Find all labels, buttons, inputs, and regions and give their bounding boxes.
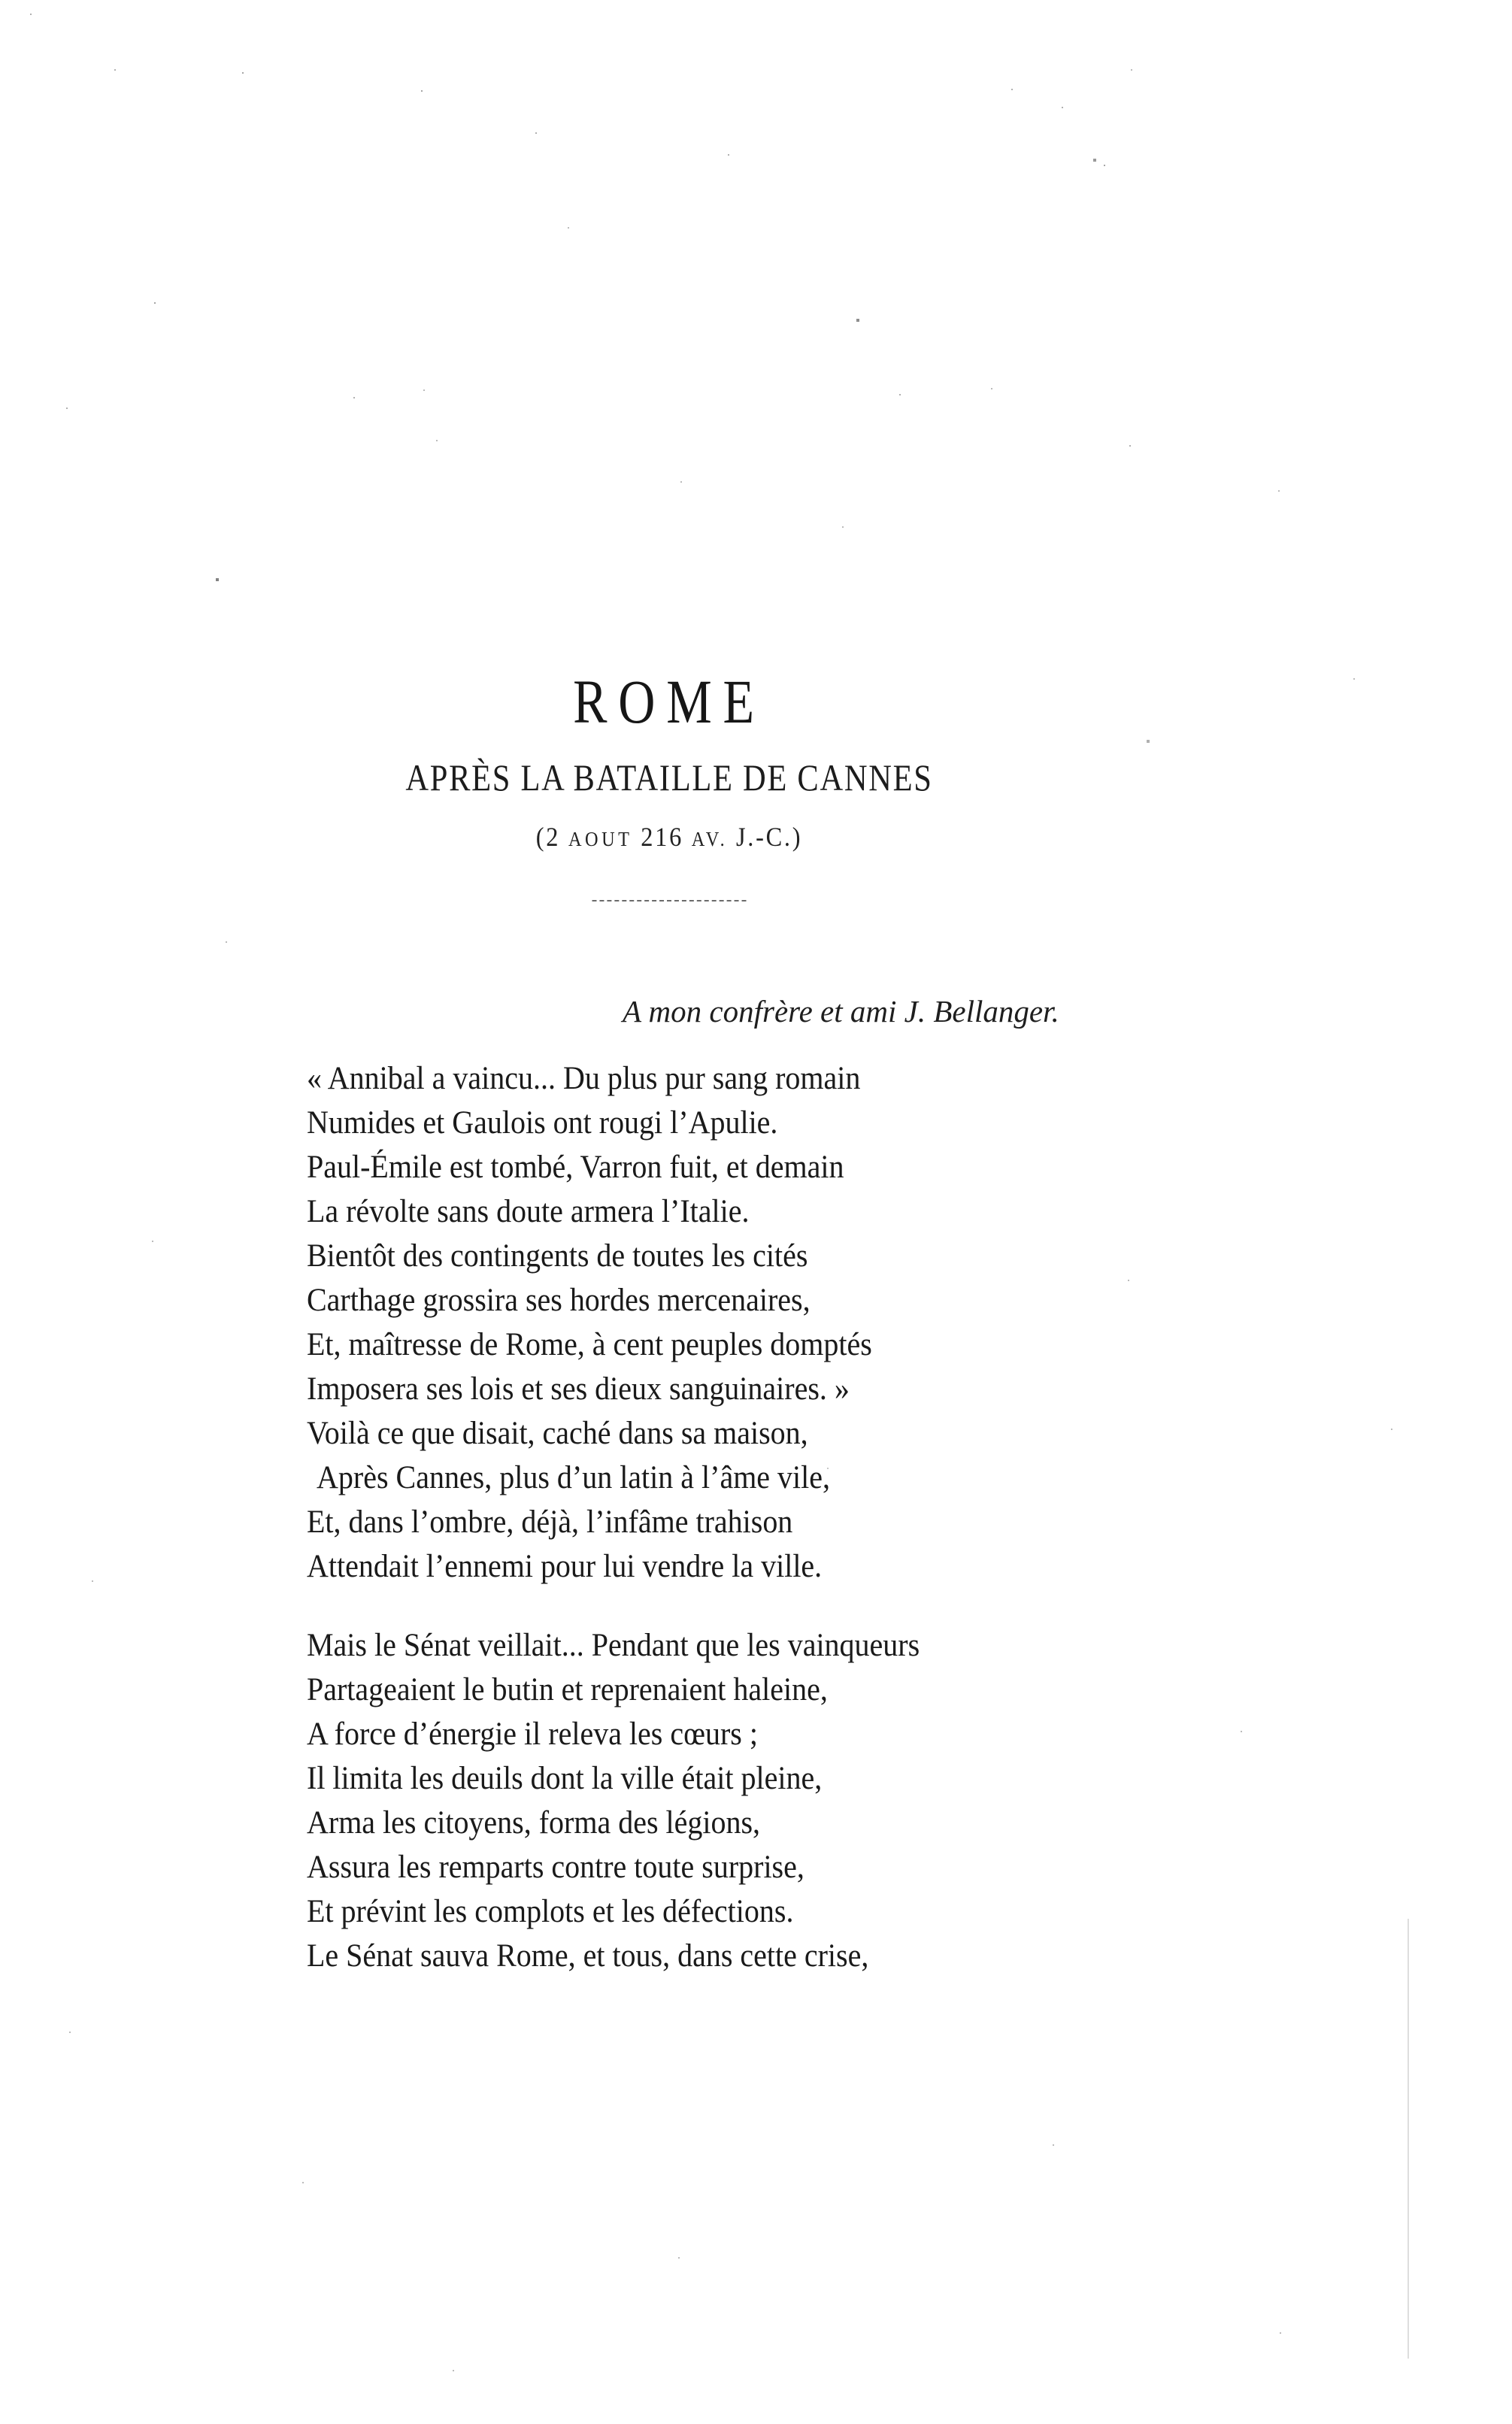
text-block [301, 0, 1059, 2424]
poem-line: « Annibal a vaincu... Du plus pur sang romain [307, 1061, 861, 1096]
poem-line: Voilà ce que disait, caché dans sa maison, [307, 1416, 808, 1451]
dateline-open: (2 [535, 822, 568, 852]
dateline [338, 821, 1001, 853]
poem-line: A force d’énergie il releva les cœurs ; [307, 1716, 758, 1752]
poem-line: La révolte sans doute armera l’Italie. [307, 1194, 750, 1229]
poem-line: Bientôt des contingents de toutes les cités [307, 1238, 808, 1274]
poem-line: Partageaient le butin et reprenaient haleine, [307, 1672, 828, 1707]
poem-stanza-1 [307, 1056, 872, 1589]
poem-stanza-2 [307, 1623, 920, 1978]
poem-line: Imposera ses lois et ses dieux sanguinaires. » [307, 1371, 850, 1407]
poem-line: Mais le Sénat veillait... Pendant que les vainqueurs [307, 1628, 920, 1663]
poem-line: Et prévint les complots et les défections. [307, 1894, 794, 1929]
page-subtitle: APRÈS LA BATAILLE DE CANNES [405, 756, 933, 798]
poem-line: Numides et Gaulois ont rougi l’Apulie. [307, 1105, 778, 1141]
page-title: ROME [573, 667, 765, 736]
poem-line: Il limita les deuils dont la ville était pleine, [307, 1761, 823, 1796]
dateline-month: AOUT [568, 828, 633, 850]
dateline-year: 216 [632, 822, 692, 852]
poem-line: Et, dans l’ombre, déjà, l’infâme trahison [307, 1504, 793, 1540]
poem-line: Assura les remparts contre toute surprise, [307, 1850, 804, 1885]
dateline-close: J.-C.) [728, 822, 803, 852]
poem-line: Carthage grossira ses hordes mercenaires, [307, 1283, 811, 1318]
dateline-av: AV. [691, 828, 729, 850]
separator-rule [592, 900, 747, 901]
dedication: A mon confrère et ami J. Bellanger. [623, 994, 1059, 1029]
poem-line: Attendait l’ennemi pour lui vendre la ville. [307, 1549, 823, 1584]
scan-noise-specks [0, 0, 2, 2]
poem-line: Arma les citoyens, forma des légions, [307, 1805, 761, 1841]
poem-line: Et, maîtresse de Rome, à cent peuples domptés [307, 1327, 872, 1362]
poem-line: Après Cannes, plus d’un latin à l’âme vile, [317, 1460, 831, 1495]
poem-line: Paul-Émile est tombé, Varron fuit, et demain [307, 1150, 844, 1185]
poem-line: Le Sénat sauva Rome, et tous, dans cette crise, [307, 1938, 869, 1974]
page-edge-artifact [1407, 1919, 1409, 2359]
